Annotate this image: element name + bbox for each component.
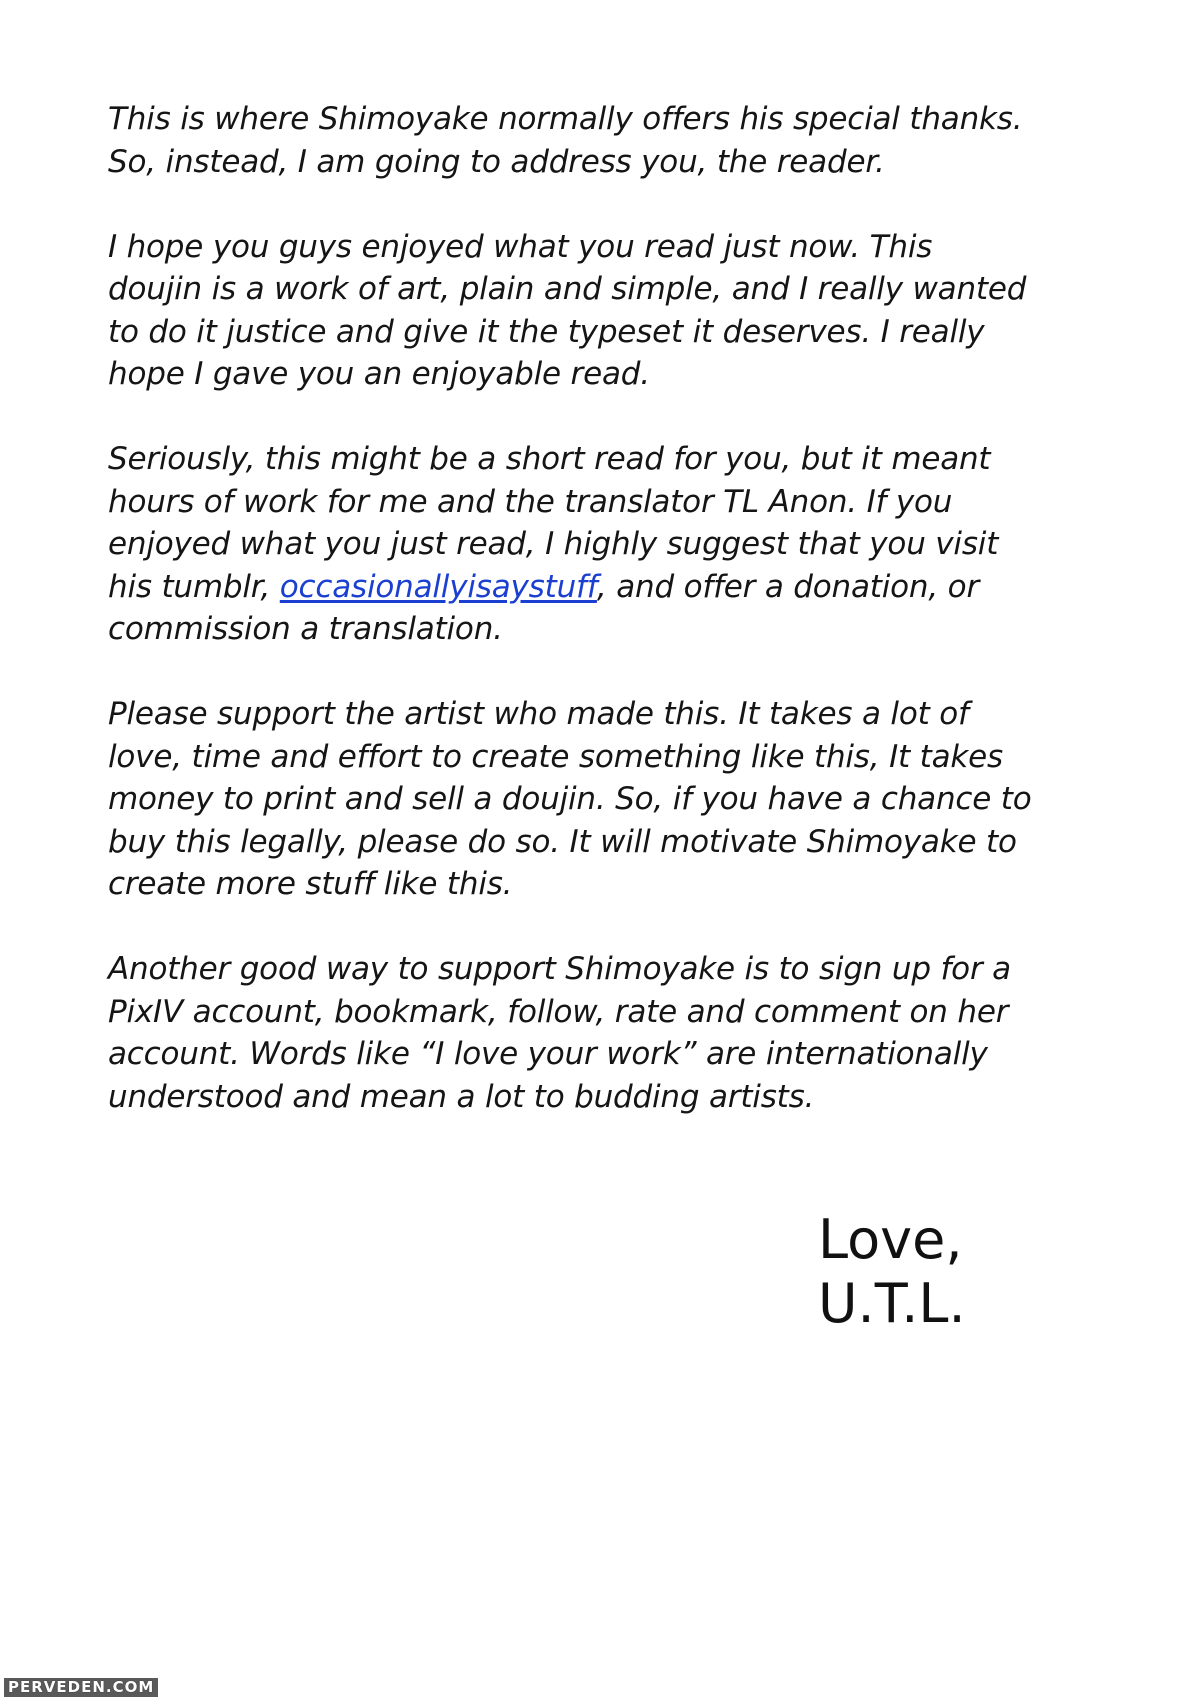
text-line: PixIV account, bookmark, follow, rate and comment on her (108, 993, 1009, 1030)
text-line: commission a translation. (108, 611, 503, 647)
text-line: create more stuff like this. (108, 866, 513, 902)
text-line: hours of work for me and the translator TL Anon. If you (108, 483, 953, 520)
site-watermark: PERVEDEN.COM (4, 1678, 158, 1697)
tumblr-link[interactable]: occasionallyisaystuff (279, 568, 597, 605)
text-line: doujin is a work of art, plain and simple, and I really wanted (108, 271, 1027, 307)
text-line: love, time and effort to create something like this, It takes (108, 738, 1003, 775)
text-line: I hope you guys enjoyed what you read just now. This (108, 228, 933, 265)
link-suffix-text: , and offer a donation, or (596, 568, 979, 605)
text-line: account. Words like “I love your work” are internationally (108, 1036, 988, 1072)
link-prefix-text: his tumblr, (108, 568, 280, 605)
text-line: Please support the artist who made this. It takes a lot of (108, 696, 969, 732)
text-line: So, instead, I am going to address you, the reader. (108, 143, 885, 180)
text-line-with-link (108, 566, 1098, 609)
text-line: understood and mean a lot to budding artists. (108, 1078, 815, 1115)
text-line: money to print and sell a doujin. So, if you have a chance to (108, 781, 1032, 817)
signoff-love: Love, (818, 1208, 963, 1271)
signoff-signature: U.T.L. (818, 1272, 966, 1335)
text-line: This is where Shimoyake normally offers his special thanks. (108, 101, 1023, 137)
paragraph-special-thanks (108, 98, 1098, 183)
paragraph-support-artist (108, 693, 1098, 906)
signoff (818, 1208, 966, 1336)
paragraph-pixiv (108, 948, 1098, 1118)
text-line: to do it justice and give it the typeset it deserves. I really (108, 313, 985, 350)
text-line: hope I gave you an enjoyable read. (108, 356, 650, 392)
paragraph-hope-enjoyed (108, 226, 1098, 396)
paragraph-translator-support (108, 438, 1098, 651)
text-line: buy this legally, please do so. It will motivate Shimoyake to (108, 823, 1017, 860)
text-line: Seriously, this might be a short read for you, but it meant (108, 441, 991, 477)
text-line: Another good way to support Shimoyake is to sign up for a (108, 951, 1011, 987)
letter-body (108, 98, 1098, 1161)
text-line: enjoyed what you just read, I highly suggest that you visit (108, 526, 999, 562)
